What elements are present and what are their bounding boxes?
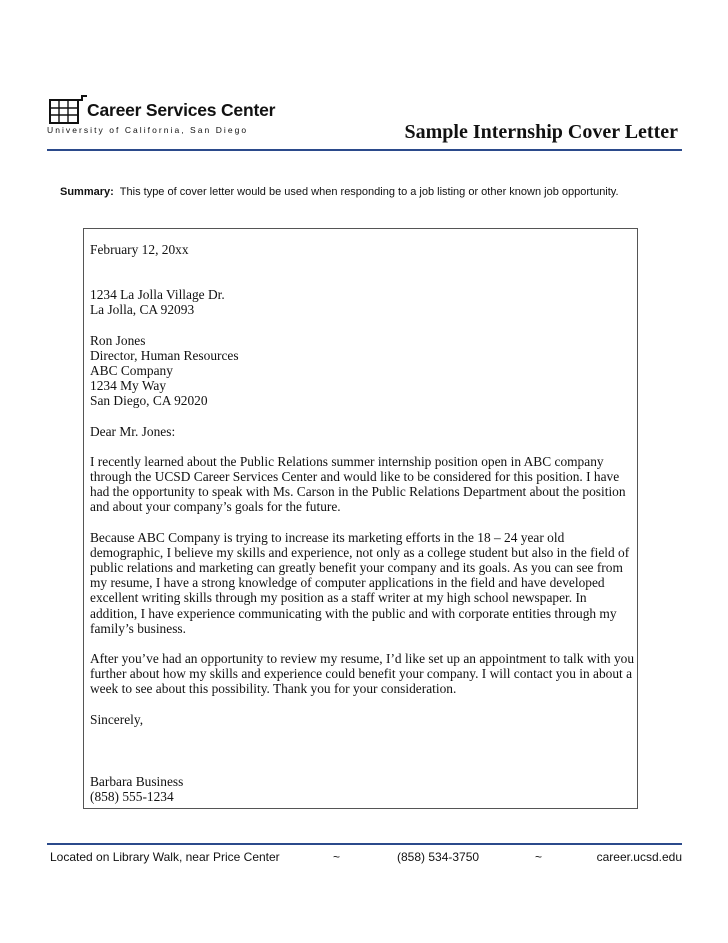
footer-phone: (858) 534-3750 — [397, 850, 480, 864]
footer — [50, 850, 682, 866]
body-paragraph: I recently learned about the Public Relations summer internship position open in ABC company through the UCSD Career Services Center and would like to be considered for this position. I have had the opportunity to speak with Ms. Carson in the Public Relations Department about the position and about your company’s goals for the future. — [90, 453, 626, 515]
page-title: Sample Internship Cover Letter — [404, 121, 678, 143]
letter-date: February 12, 20xx — [90, 242, 189, 257]
recipient-line: 1234 My Way — [90, 378, 167, 394]
footer-divider — [47, 843, 682, 845]
career-center-logo — [47, 92, 276, 138]
body-paragraph: Because ABC Company is trying to increase its marketing efforts in the 18 – 24 year old demographic, I believe my skills and experience, not only as a college student but also in the field of public relations and marketing can greatly benefit your company and its goals. As you can see from my resume, I have a strong knowledge of computer applications in the field and have developed excellent writing skills through my position as a staff writer at my high school newspaper. In addition, I have experience communicating with the public and with corporate entities through my family’s business. — [90, 529, 630, 636]
recipient-line: Ron Jones — [90, 332, 146, 348]
cover-letter — [90, 242, 635, 804]
sender-address — [90, 287, 635, 317]
footer-website[interactable]: career.ucsd.edu — [596, 850, 682, 864]
summary-text: This type of cover letter would be used when responding to a job listing or other known job opportunity. — [119, 186, 619, 198]
recipient-line: San Diego, CA 92020 — [90, 393, 208, 409]
recipient-line: Director, Human Resources — [90, 347, 239, 363]
summary-line — [60, 186, 619, 198]
signature-phone: (858) 555-1234 — [90, 789, 174, 805]
recipient-address — [90, 333, 635, 409]
footer-separator: ~ — [333, 850, 341, 864]
org-name: Career Services Center — [87, 100, 276, 120]
salutation: Dear Mr. Jones: — [90, 423, 176, 439]
org-subtitle: University of California, San Diego — [47, 125, 249, 135]
sender-address-line: La Jolla, CA 92093 — [90, 302, 195, 318]
footer-location: Located on Library Walk, near Price Center — [50, 850, 280, 864]
building-grid-icon — [49, 94, 87, 124]
closing: Sincerely, — [90, 711, 144, 727]
header-divider — [47, 149, 682, 151]
summary-label: Summary: — [60, 186, 114, 198]
sender-address-line: 1234 La Jolla Village Dr. — [90, 287, 225, 303]
signature-name: Barbara Business — [90, 773, 184, 789]
body-paragraph: After you’ve had an opportunity to review my resume, I’d like set up an appointment to talk with you further about how my skills and experience could benefit your company. I will contact you in about a week to see about this possibility. Thank you for your consideration. — [90, 651, 635, 697]
recipient-line: ABC Company — [90, 363, 173, 379]
footer-separator: ~ — [535, 850, 543, 864]
